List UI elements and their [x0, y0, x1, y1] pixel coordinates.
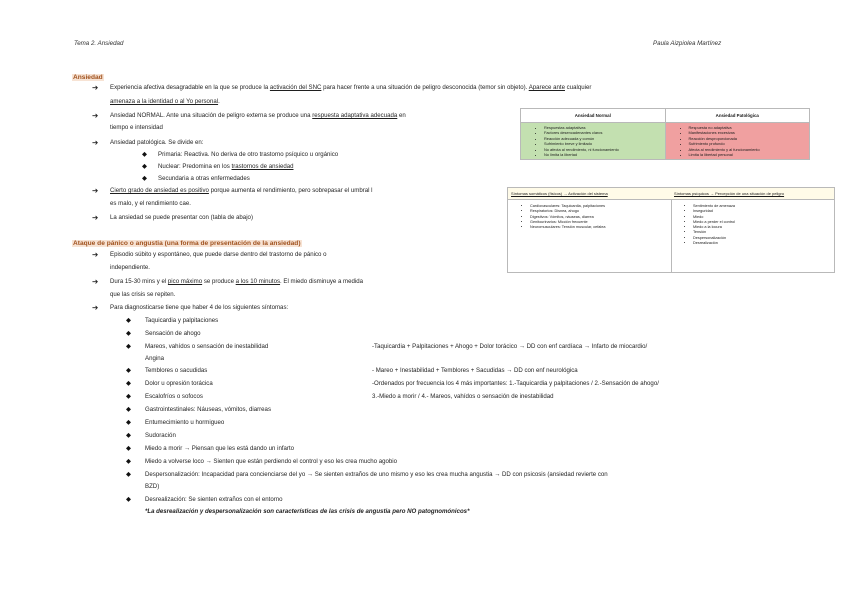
diamond-icon: ◆ — [126, 419, 131, 426]
symptom-item: Sudoración — [145, 432, 176, 439]
diamond-icon: ◆ — [126, 496, 131, 503]
symptom-item: Despersonalización: Incapacidad para concienciarse del yo → Se sienten extraños de uno mismo y eso les crea mucha angustia → DD con psicosis (ansiedad revierte con — [145, 471, 608, 478]
arrow-icon: ➔ — [92, 83, 99, 92]
list-item: • Miedo a perder el control — [693, 220, 834, 225]
arrow-icon: ➔ — [92, 213, 99, 222]
symptom-item: Mareos, vahídos o sensación de inestabilidad — [145, 343, 269, 350]
symptom-item: Taquicardia y palpitaciones — [145, 317, 219, 324]
list-item: • Tensión — [693, 230, 834, 235]
diamond-icon: ◆ — [126, 317, 131, 324]
list-item: • Genitourinarios: Micción frecuente — [530, 220, 671, 225]
list-item: • Respuestas adaptativas — [544, 125, 662, 130]
bullet-duration: Dura 15-30 mins y el pico máximo se produce a los 10 minutos. El miedo disminuye a medida — [110, 278, 364, 285]
somatic-column — [508, 188, 672, 272]
diamond-icon: ◆ — [126, 330, 131, 337]
symptom-item: Escalofríos o sofocos — [145, 393, 203, 400]
arrow-icon: ➔ — [92, 111, 99, 120]
diamond-icon: ◆ — [126, 458, 131, 465]
symptom-item: Sensación de ahogo — [145, 330, 201, 337]
diamond-icon: ◆ — [126, 406, 131, 413]
bullet-positive-line2: es malo, y el rendimiento cae. — [110, 200, 191, 207]
note-frequency-line2: 3.-Miedo a morir / 4.- Mareos, vahídos o sensación de inestabilidad — [372, 393, 554, 400]
pathological-cell — [665, 123, 810, 160]
psychic-column — [671, 188, 834, 272]
list-item: • Sentimiento de amenaza — [693, 204, 834, 209]
list-item: • Cardiovasculares: Taquicardia, palpitaciones — [530, 204, 671, 209]
list-item: • Digestivos: Vómitos, náuseas, diarrea — [530, 215, 671, 220]
note-neurological: - Mareo + Inestabilidad + Temblores + Sacudidas → DD con enf neurológica — [372, 367, 578, 374]
bullet-normal-line2: tiempo e intensidad — [110, 124, 163, 131]
section-title-ansiedad: Ansiedad — [73, 74, 103, 81]
diamond-icon: ◆ — [126, 343, 131, 350]
list-item: • Sufrimiento profundo — [689, 141, 807, 146]
list-item: • Limita la libertad personal — [689, 152, 807, 157]
bullet-table-ref: La ansiedad se puede presentar con (tabla de abajo) — [110, 214, 253, 221]
diamond-icon: ◆ — [142, 151, 147, 158]
arrow-icon: ➔ — [92, 250, 99, 259]
bullet-pathological: Ansiedad patológica. Se divide en: — [110, 139, 204, 146]
diamond-icon: ◆ — [126, 380, 131, 387]
symptom-item: Miedo a morir → Piensan que les está dando un infarto — [145, 445, 295, 452]
bullet-definition: Experiencia afectiva desagradable en la que se produce la activación del SNC para hacer frente a una situación de peligro desconocida (temor sin objeto). Aparece ante cualquier — [110, 84, 592, 91]
sub-nuclear: Nuclear: Predomina en los trastornos de ansiedad — [158, 163, 294, 170]
header-left: Tema 2. Ansiedad — [74, 40, 124, 47]
symptom-item: Temblores o sacudidas — [145, 367, 208, 374]
diamond-icon: ◆ — [126, 367, 131, 374]
psychic-header: Síntomas psíquicos → Percepción de una situación de peligro — [671, 188, 834, 200]
list-item: • Sufrimiento breve y limitado — [544, 141, 662, 146]
sub-secundaria: Secundaria a otras enfermedades — [158, 175, 250, 182]
list-item: • No limita la libertad — [544, 152, 662, 157]
symptom-item: Miedo a volverse loco → Sienten que están perdiendo el control y eso les crea mucho agobio — [145, 458, 398, 465]
sub-primaria: Primaria: Reactiva. No deriva de otro trastorno psíquico u orgánico — [158, 151, 339, 158]
bullet-normal: Ansiedad NORMAL. Ante una situación de peligro externa se produce una respuesta adaptativa adecuada en — [110, 112, 406, 119]
symptom-item-line2: Angina — [145, 355, 164, 362]
diamond-icon: ◆ — [142, 175, 147, 182]
bullet-positive: Cierto grado de ansiedad es positivo porque aumenta el rendimiento, pero sobrepasar el umbral l — [110, 187, 373, 194]
section-title-panic: Ataque de pánico o angustia (una forma de presentación de la ansiedad) — [73, 240, 301, 247]
symptom-item: Gastrointestinales: Náuseas, vómitos, diarreas — [145, 406, 271, 413]
bullet-episode: Episodio súbito y espontáneo, que puede darse dentro del trastorno de pánico o — [110, 251, 327, 258]
list-item: • Despersonalización — [693, 236, 834, 241]
list-item: • Manifestaciones excesivas — [689, 130, 807, 135]
note-frequency: -Ordenados por frecuencia los 4 más importantes: 1.-Taquicardia y palpitaciones / 2.-Sensación de ahogo/ — [372, 380, 659, 387]
footnote: *La desrealización y despersonalización son características de las crisis de angustia pero NO patognomónicos* — [145, 508, 470, 515]
bullet-episode-line2: independiente. — [110, 264, 150, 271]
anxiety-comparison-table — [520, 108, 810, 160]
list-item: • Miedo — [693, 215, 834, 220]
arrow-icon: ➔ — [92, 277, 99, 286]
arrow-icon: ➔ — [92, 303, 99, 312]
table-header-pathological: Ansiedad Patológica — [665, 109, 810, 123]
arrow-icon: ➔ — [92, 186, 99, 195]
symptom-item: Entumecimiento u hormigueo — [145, 419, 225, 426]
list-item: • No afecta al rendimiento, ni funcionamiento — [544, 147, 662, 152]
list-item: • Inseguridad — [693, 209, 834, 214]
symptom-item: Desrealización: Se sienten extraños con el entorno — [145, 496, 283, 503]
list-item: • Desrealización — [693, 241, 834, 246]
symptom-item-line2: BZD) — [145, 483, 160, 490]
symptom-item: Dolor u opresión torácica — [145, 380, 213, 387]
diamond-icon: ◆ — [126, 393, 131, 400]
bullet-diagnosis: Para diagnosticarse tiene que haber 4 de los siguientes síntomas: — [110, 304, 289, 311]
list-item: • Afecta al rendimiento y al funcionamiento — [689, 147, 807, 152]
diamond-icon: ◆ — [126, 445, 131, 452]
arrow-icon: ➔ — [92, 138, 99, 147]
somatic-header: Síntomas somáticos (físicos) → Activación del sistema — [508, 188, 671, 200]
list-item: • Factores desencadenantes claros — [544, 130, 662, 135]
list-item: • Miedo a la locura — [693, 225, 834, 230]
list-item: • Respuesta no adaptativa — [689, 125, 807, 130]
diamond-icon: ◆ — [126, 471, 131, 478]
table-header-normal: Ansiedad Normal — [521, 109, 666, 123]
diamond-icon: ◆ — [126, 432, 131, 439]
bullet-definition-line2: amenaza a la identidad o al Yo personal. — [110, 98, 220, 105]
bullet-duration-line2: que las crisis se repiten. — [110, 291, 176, 298]
header-right: Paula Aizpiolea Martínez — [653, 40, 722, 47]
list-item: • Reacción desproporcionada — [689, 136, 807, 141]
normal-cell — [521, 123, 666, 160]
list-item: • Respiratorios: Disnea, ahogo — [530, 209, 671, 214]
note-cardiac: -Taquicardia + Palpitaciones + Ahogo + Dolor torácico → DD con enf cardíaca → Infarto de miocardio/ — [372, 343, 648, 350]
symptoms-table — [507, 187, 835, 273]
list-item: • Neuromusculares: Tensión muscular, cefalea — [530, 225, 671, 230]
diamond-icon: ◆ — [142, 163, 147, 170]
list-item: • Reacción adecuada y común — [544, 136, 662, 141]
